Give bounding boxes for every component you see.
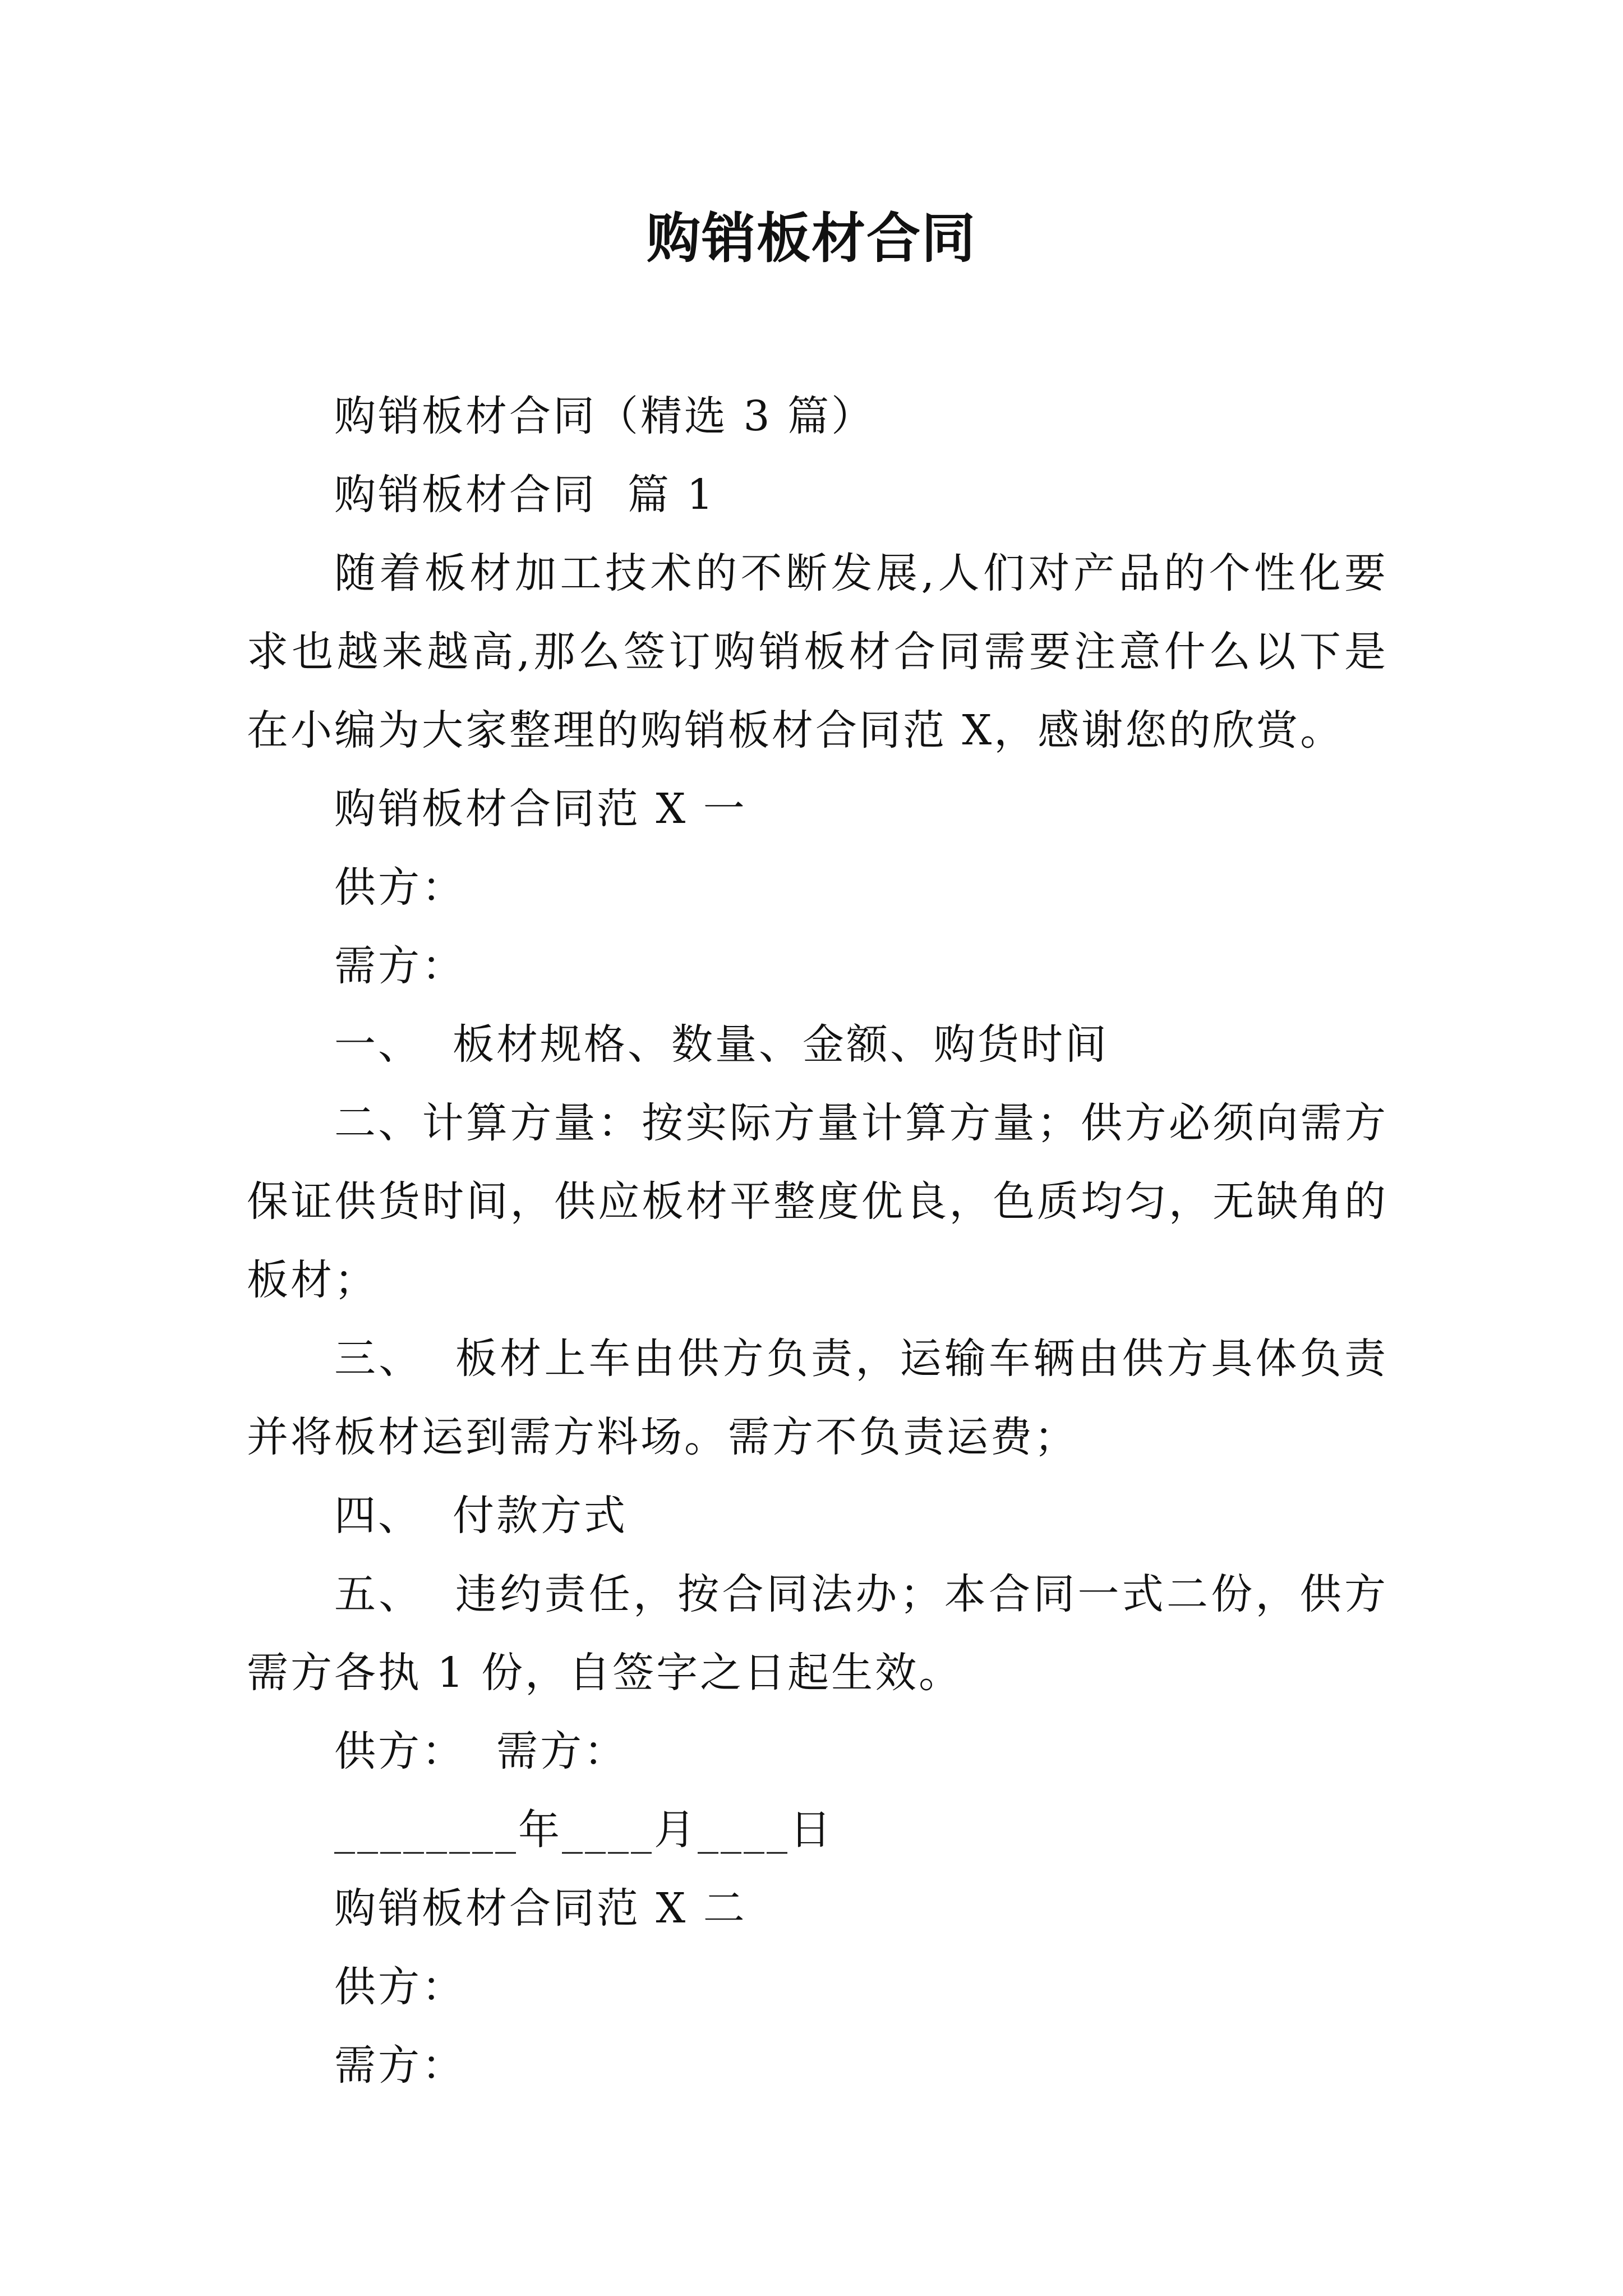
template-heading-1: 购销板材合同范 X 一: [334, 785, 747, 833]
clause-5: 五、 违约责任，按合同法办；本合同一式二份，供方需方各执 1 份，自签字之日起生效。: [247, 1570, 1388, 1697]
signature-line: 供方： 需方：: [334, 1727, 628, 1775]
template-heading-2: 购销板材合同范 X 二: [334, 1884, 747, 1932]
document-title: 购销板材合同: [647, 207, 976, 270]
date-line: ________年____月____日: [334, 1806, 833, 1854]
buyer-label-2: 需方：: [334, 2041, 465, 2090]
buyer-label: 需方：: [334, 942, 465, 990]
document-body: [247, 377, 1388, 2105]
supplier-label: 供方：: [334, 863, 465, 912]
clause-4: 四、 付款方式: [334, 1492, 628, 1540]
intro-paragraph: 随着板材加工技术的不断发展,人们对产品的个性化要求也越来越高,那么签订购销板材合同需要注意什么以下是在小编为大家整理的购销板材合同范 X，感谢您的欣赏。: [247, 549, 1388, 754]
supplier-label-2: 供方：: [334, 1963, 465, 2011]
section-heading-part-1: 购销板材合同 篇 1: [334, 471, 716, 519]
subtitle-selection: 购销板材合同（精选 3 篇）: [334, 392, 875, 440]
clause-2: 二、计算方量：按实际方量计算方量；供方必须向需方保证供货时间，供应板材平整度优良，色质均匀，无缺角的板材；: [247, 1099, 1388, 1304]
clause-1: 一、 板材规格、数量、金额、购货时间: [334, 1020, 1109, 1069]
clause-3: 三、 板材上车由供方负责，运输车辆由供方具体负责并将板材运到需方料场。需方不负责运费；: [247, 1335, 1388, 1461]
